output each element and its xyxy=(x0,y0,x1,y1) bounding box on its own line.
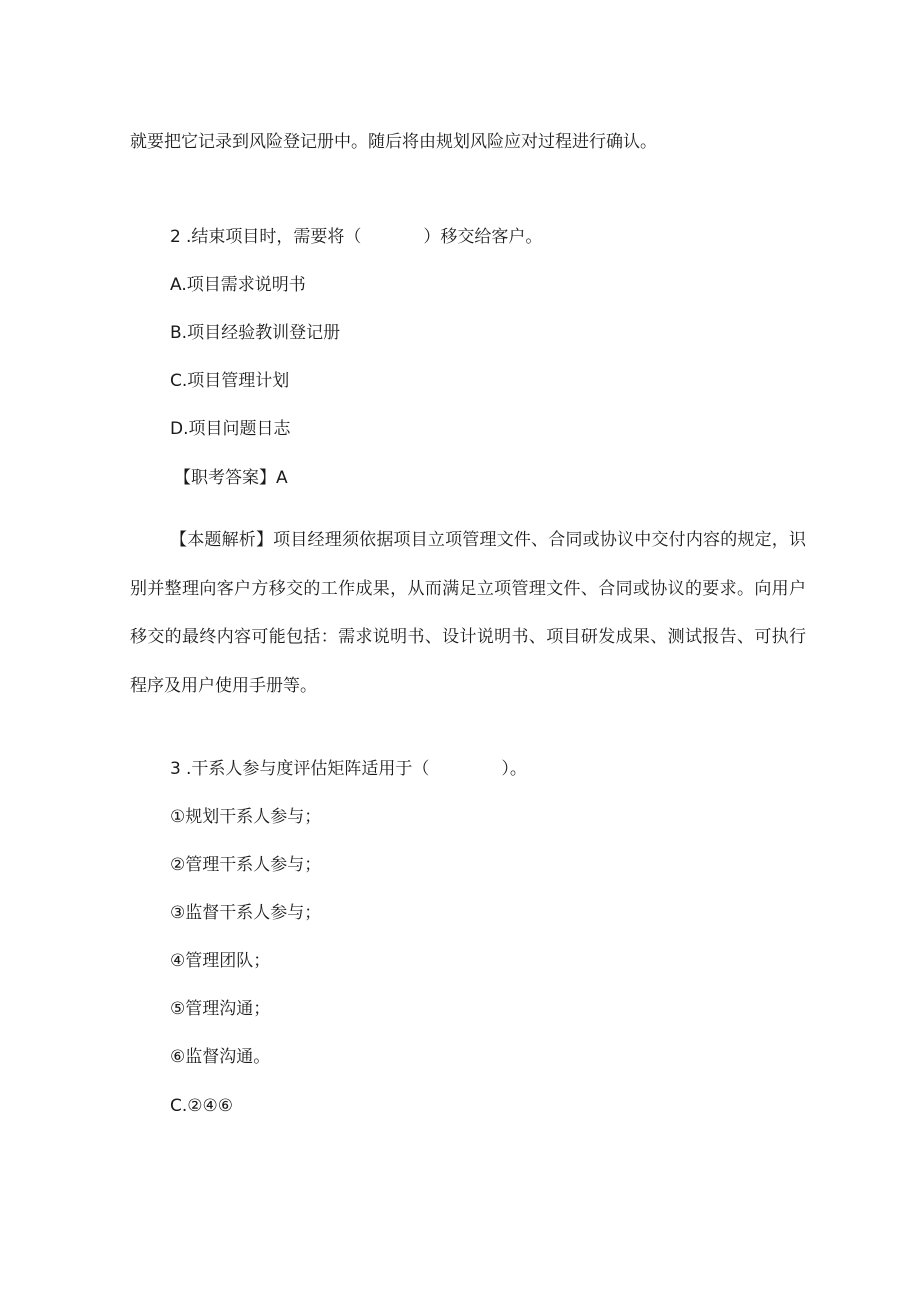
question-2-stem xyxy=(170,225,542,249)
list-item: ⑥监督沟通。 xyxy=(170,1047,271,1067)
question-3-stem-before: .干系人参与度评估矩阵适用于（ xyxy=(186,759,430,779)
option-c: C.项目管理计划 xyxy=(170,371,290,391)
question-2-number: 2 xyxy=(170,227,181,247)
analysis-label: 【本题解析】 xyxy=(170,530,274,550)
list-item: ②管理干系人参与； xyxy=(170,855,322,875)
list-item: ①规划干系人参与； xyxy=(170,807,322,827)
question-3-stem xyxy=(170,757,527,781)
option-b: B.项目经验教训登记册 xyxy=(170,323,341,343)
intro-text: 就要把它记录到风险登记册中。随后将由规划风险应对过程进行确认。 xyxy=(130,132,657,152)
list-item: ③监督干系人参与； xyxy=(170,903,322,923)
answer-line xyxy=(174,466,288,490)
question-2-stem-before: .结束项目时，需要将（ xyxy=(186,227,362,247)
analysis-paragraph xyxy=(130,516,806,710)
option-d: D.项目问题日志 xyxy=(170,419,291,439)
list-item: ④管理团队； xyxy=(170,951,271,971)
answer-label: 【职考答案】 xyxy=(174,468,276,488)
question-3-stem-after: ）。 xyxy=(501,759,527,779)
analysis-text: 项目经理须依据项目立项管理文件、合同或协议中交付内容的规定，识别并整理向客户方移交的工作成果，从而满足立项管理文件、合同或协议的要求。向用户移交的最终内容可能包括：需求说明书、设计说明书、项目研发成果、测试报告、可执行程序及用户使用手册等。 xyxy=(130,530,807,696)
question-2-stem-after: ）移交给客户。 xyxy=(423,227,543,247)
option-a: A.项目需求说明书 xyxy=(170,275,306,295)
list-item: ⑤管理沟通； xyxy=(170,999,271,1019)
question-3-number: 3 xyxy=(170,759,181,779)
option-c: C.②④⑥ xyxy=(170,1096,233,1116)
answer-value: A xyxy=(276,468,288,488)
